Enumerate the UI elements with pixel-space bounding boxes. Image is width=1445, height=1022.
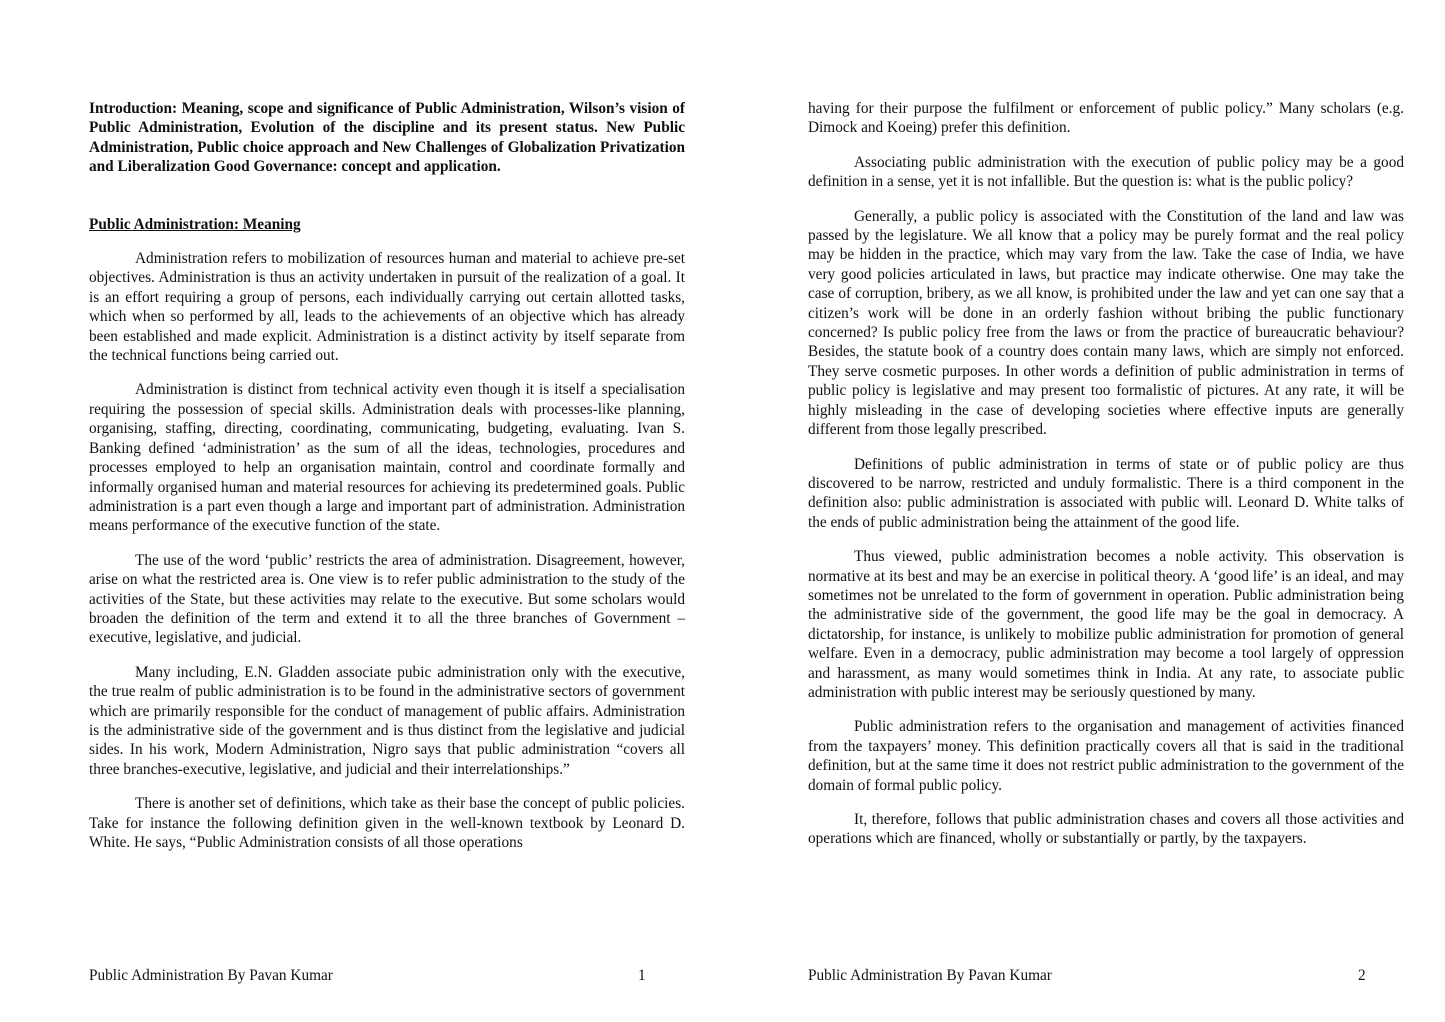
page-2-body [808, 99, 1404, 864]
footer-title: Public Administration By Pavan Kumar [89, 967, 333, 984]
page-1 [0, 0, 722, 1022]
body-paragraph: Administration is distinct from technical activity even though it is itself a specialisation requiring the possession of special skills. Administration deals with processes-like planning, organising, staffing, directing, coordinating, communicating, budgeting, evaluating. Ivan S. Banking defined ‘administration’ as the sum of all the ideas, technologies, procedures and processes employed to help an organisation maintain, control and coordinate formally and informally organised human and material resources for achieving its predetermined goals. Public administration is a part even though a large and important part of administration. Administration means performance of the executive function of the state. [89, 381, 685, 535]
body-paragraph: Public administration refers to the organisation and management of activities financed from the taxpayers’ money. This definition practically covers all that is said in the traditional definition, but at the same time it does not restrict public administration to the government of the domain of formal public policy. [808, 718, 1404, 794]
body-paragraph: There is another set of definitions, which take as their base the concept of public policies. Take for instance the following definition given in the well-known textbook by Leonard D. White. He says, “Public Administration consists of all those operations [89, 795, 685, 851]
body-paragraph: Many including, E.N. Gladden associate pubic administration only with the executive, the true realm of public administration is to be found in the administrative sectors of government which are primarily responsible for the conduct of management of public affairs. Administration is the administrative side of the government and is thus distinct from the legislative and judicial sides. In his work, Modern Administration, Nigro says that public administration “covers all three branches-executive, legislative, and judicial and their interrelationships.” [89, 663, 685, 778]
page-number: 1 [638, 967, 646, 984]
section-heading: Public Administration: Meaning [89, 215, 301, 233]
body-paragraph: Associating public administration with the execution of public policy may be a good definition in a sense, yet it is not infallible. But the question is: what is the public policy? [808, 153, 1404, 191]
continuation-paragraph: having for their purpose the fulfilment or enforcement of public policy.” Many scholars (e.g. Dimock and Koeing) prefer this definition. [808, 100, 1404, 137]
body-paragraph: Definitions of public administration in terms of state or of public policy are thus discovered to be narrow, restricted and unduly formalistic. There is a third component in the definition also: public administration is associated with public will. Leonard D. White talks of the ends of public administration being the attainment of the good life. [808, 455, 1404, 531]
body-paragraph: Generally, a public policy is associated with the Constitution of the land and law was passed by the legislature. We all know that a policy may be purely format and the real policy may be hidden in the practice, which may vary from the law. Take the case of India, we have very good policies articulated in laws, but practice may indicate otherwise. One may take the case of corruption, bribery, as we all know, is prohibited under the law and yet can one say that a citizen’s work will be done in an orderly fashion without bribing the public functionary concerned? Is public policy free from the laws or from the practice of bureaucratic behaviour? Besides, the statute book of a country does contain many laws, which are simply not enforced. They serve cosmetic purposes. In other words a definition of public administration in terms of public policy is legislative and may present too formalistic of pictures. At any rate, it will be highly misleading in the case of developing societies where effective inputs are generally different from those legally prescribed. [808, 207, 1404, 439]
body-paragraph: It, therefore, follows that public administration chases and covers all those activities and operations which are financed, wholly or substantially or partly, by the taxpayers. [808, 811, 1404, 848]
page-1-body [89, 99, 685, 867]
body-paragraph: Administration refers to mobilization of resources human and material to achieve pre-set objectives. Administration is thus an activity undertaken in pursuit of the realization of a goal. It is an effort requiring a group of persons, each individually carrying out certain allotted tasks, which when so performed by all, leads to the achievements of an objective which has already been established and made explicit. Administration is a distinct activity by itself separate from the technical functions being carried out. [89, 250, 685, 365]
body-paragraph: Thus viewed, public administration becomes a noble activity. This observation is normative at its best and may be an exercise in political theory. A ‘good life’ is an ideal, and may sometimes not be unrelated to the form of government in operation. Public administration being the administrative side of the government, the good life may be the goal in democracy. A dictatorship, for instance, is unlikely to mobilize public administration for promotion of general welfare. Even in a democracy, public administration may become a tool largely of oppression and harassment, as many would sometimes think in India. At any rate, to associate public administration with public interest may be seriously questioned by many. [808, 548, 1404, 701]
page-2 [722, 0, 1445, 1022]
footer-title: Public Administration By Pavan Kumar [808, 967, 1052, 984]
body-paragraph: The use of the word ‘public’ restricts the area of administration. Disagreement, however, arise on what the restricted area is. One view is to refer public administration to the study of the activities of the State, but these activities may relate to the executive. But some scholars would broaden the definition of the term and extend it to all the three branches of Government – executive, legislative, and judicial. [89, 551, 685, 647]
syllabus-paragraph: Introduction: Meaning, scope and significance of Public Administration, Wilson’s vision of Public Administration, Evolution of the discipline and its present status. New Public Administration, Public choice approach and New Challenges of Globalization Privatization and Liberalization Good Governance: concept and application. [89, 100, 685, 176]
page-number: 2 [1358, 967, 1366, 984]
